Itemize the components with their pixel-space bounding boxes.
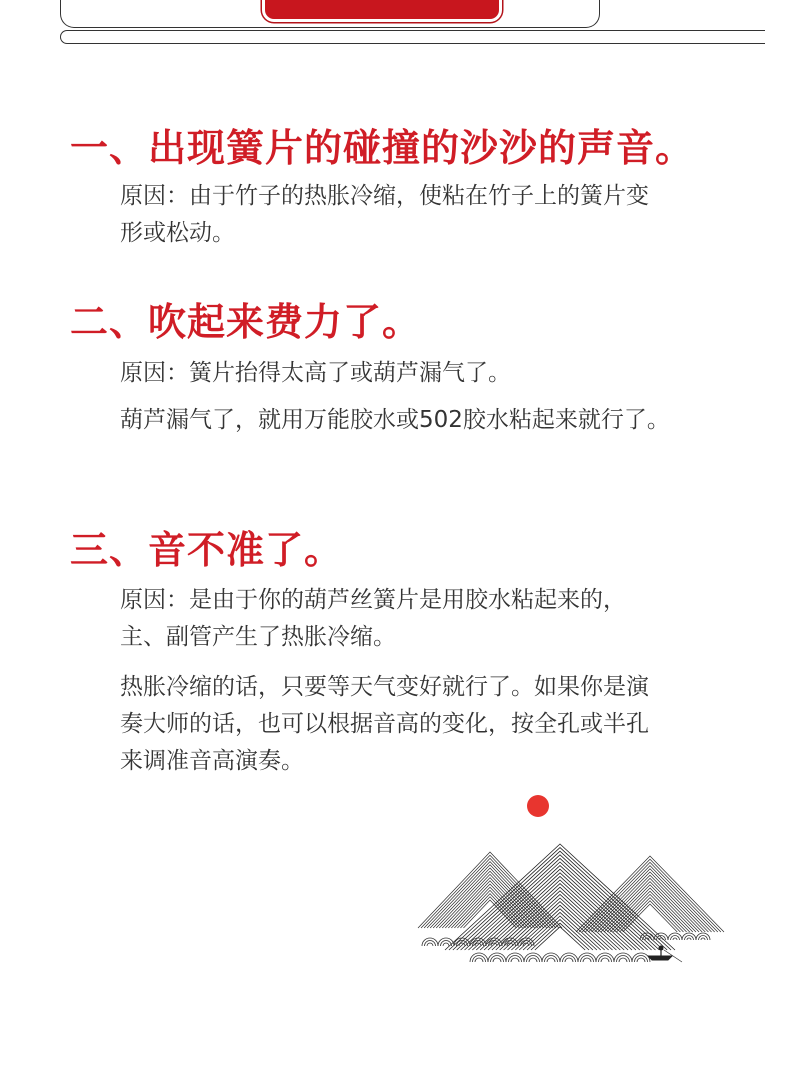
sun-icon xyxy=(527,795,549,817)
section-title-1: 一、出现簧片的碰撞的沙沙的声音。 xyxy=(70,125,695,170)
section-3-paragraph-1: 原因：是由于你的葫芦丝簧片是用胶水粘起来的，主、副管产生了热胀冷缩。 xyxy=(120,587,626,650)
section-title-3: 三、音不准了。 xyxy=(70,527,344,572)
section-3-paragraph-2: 热胀冷缩的话，只要等天气变好就行了。如果你是演奏大师的话，也可以根据音高的变化，按全孔或半孔来调准音高演奏。 xyxy=(120,674,649,774)
section-title-2: 二、吹起来费力了。 xyxy=(70,299,422,344)
header-rule xyxy=(60,30,765,44)
section-2-paragraph-1: 原因：簧片抬得太高了或葫芦漏气了。 xyxy=(120,360,511,386)
section-1-paragraph-1: 原因：由于竹子的热胀冷缩，使粘在竹子上的簧片变形或松动。 xyxy=(120,183,649,246)
header-tab xyxy=(262,0,502,22)
section-2-paragraph-2: 葫芦漏气了，就用万能胶水或502胶水粘起来就行了。 xyxy=(120,407,670,433)
center-mountain xyxy=(445,844,675,950)
mountains-sun-illustration xyxy=(410,790,740,990)
